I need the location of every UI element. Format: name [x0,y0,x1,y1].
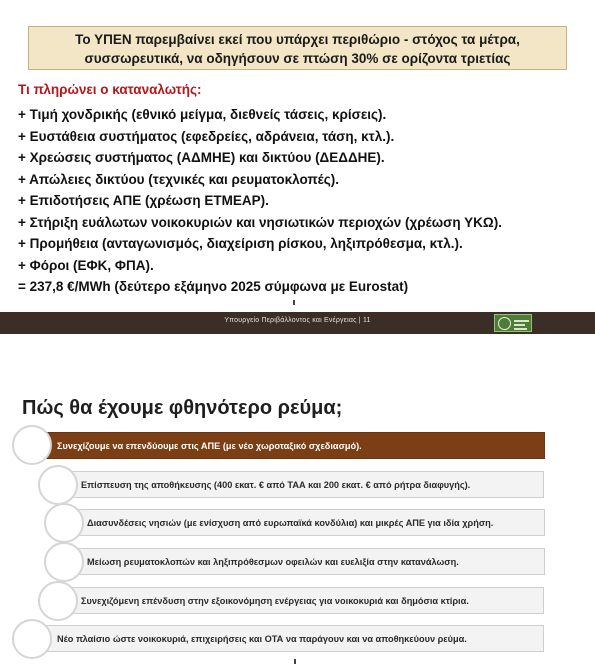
cursor-mark [294,659,296,664]
slide-cheaper-electricity [0,334,595,666]
step-marker-icon [44,542,84,582]
cost-item: + Στήριξη ευάλωτων νοικοκυριών και νησιωτικών περιοχών (χρέωση ΥΚΩ). [18,214,502,230]
slide-title: Πώς θα έχουμε φθηνότερο ρεύμα; [22,397,343,419]
cost-items-list [18,104,502,298]
cost-subheading: Τι πληρώνει ο καταναλωτής: [18,82,202,97]
step-item-5: Συνεχιζόμενη επένδυση στην εξοικονόμηση ενέργειας για νοικοκυριά και δημόσια κτίρια. [52,587,544,614]
cost-item: + Ευστάθεια συστήματος (εφεδρείες, αδράνεια, τάση, κτλ.). [18,128,395,144]
cost-item: + Απώλειες δικτύου (τεχνικές και ρευματοκλοπές). [18,171,340,187]
cost-total: = 237,8 €/MWh (δεύτερο εξάμηνο 2025 σύμφωνα με Eurostat) [18,279,409,294]
steps-list [0,334,595,666]
ministry-logo-icon [494,314,532,332]
headline-banner [28,26,567,70]
banner-line-1: Το ΥΠΕΝ παρεμβαίνει εκεί που υπάρχει περιθώριο - στόχος τα μέτρα, [75,32,520,47]
cost-item: + Τιμή χονδρικής (εθνικό μείγμα, διεθνείς τάσεις, κρίσεις). [18,107,387,122]
cursor-mark [293,300,295,305]
cost-item: + Επιδοτήσεις ΑΠΕ (χρέωση ΕΤΜΕΑΡ). [18,193,269,208]
cost-item: + Προμήθεια (ανταγωνισμός, διαχείριση ρίσκου, ληξιπρόθεσμα, κτλ.). [18,236,463,251]
step-marker-icon [38,465,78,505]
step-item-3: Διασυνδέσεις νησιών (με ενίσχυση από ευρωπαϊκά κονδύλια) και μικρές ΑΠΕ για ιδία χρήση. [58,509,545,536]
footer-text: Υπουργείο Περιβάλλοντος και Ενέργειας | 11 [224,317,371,324]
cost-item: + Φόροι (ΕΦΚ, ΦΠΑ). [18,257,154,273]
step-item-1: Συνεχίζουμε να επενδύουμε στις ΑΠΕ (με νέο χωροταξικό σχεδιασμό). [24,432,545,459]
cost-item: + Χρεώσεις συστήματος (ΑΔΜΗΕ) και δικτύου (ΔΕΔΔΗΕ). [18,150,385,165]
step-marker-icon [12,619,52,659]
slide-footer [0,312,595,334]
step-item-6: Νέο πλαίσιο ώστε νοικοκυριά, επιχειρήσεις και ΟΤΑ να παράγουν και να αποθηκεύουν ρεύμα. [30,625,544,652]
step-item-2: Επίσπευση της αποθήκευσης (400 εκατ. € από ΤΑΑ και 200 εκατ. € από ρήτρα διαφυγής). [52,471,544,498]
step-marker-icon [12,425,52,465]
step-marker-icon [44,503,84,543]
step-item-4: Μείωση ρευματοκλοπών και ληξιπρόθεσμων οφειλών και ευελιξία στην κατανάλωση. [58,548,545,575]
step-marker-icon [38,581,78,621]
banner-line-2: συσσωρευτικά, να οδηγήσουν σε πτώση 30% σε ορίζοντα τριετίας [84,51,511,66]
